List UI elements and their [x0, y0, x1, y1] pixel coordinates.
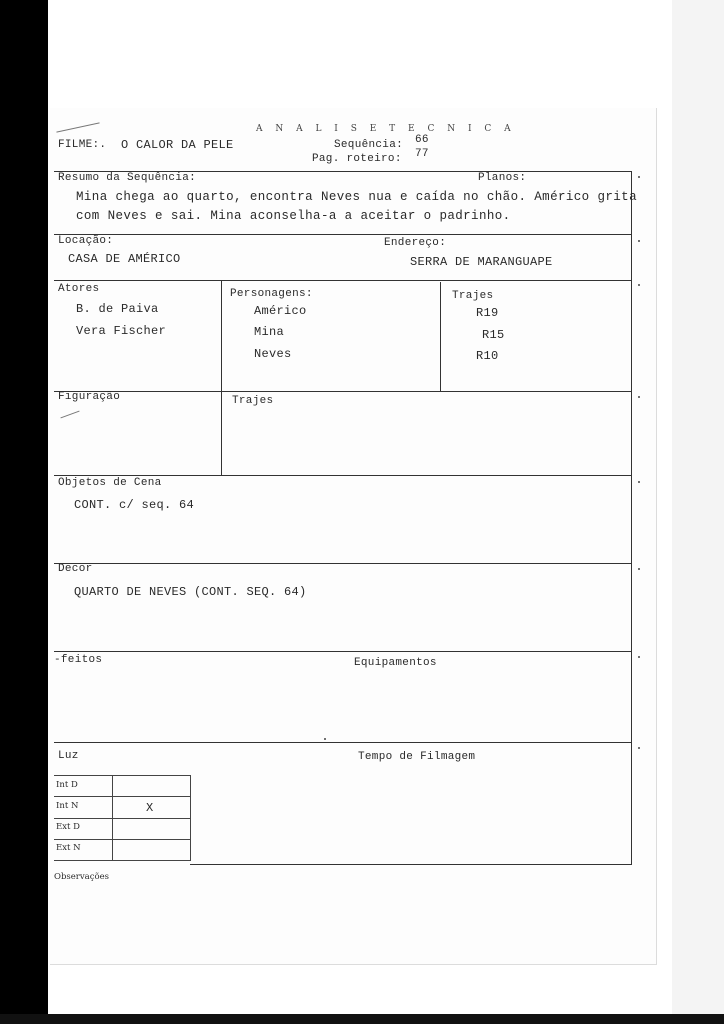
divider-personagens-trajes [440, 282, 441, 392]
form-sheet [50, 108, 657, 965]
figuracao-trajes-label: Trajes [232, 395, 274, 407]
divider-decor [54, 651, 632, 652]
scan-border-left [0, 0, 48, 1024]
trajes-label: Trajes [452, 290, 494, 302]
luz-label: Luz [58, 750, 79, 762]
luz-row-ext-d: Ext D [56, 822, 80, 832]
divider-efeitos [54, 742, 632, 743]
luz-table-right [190, 775, 191, 861]
document-title: A N A L I S E T E C N I C A [256, 124, 516, 134]
resumo-label: Resumo da Sequência: [58, 172, 197, 184]
scan-dot [638, 176, 640, 178]
luz-row-ext-n: Ext N [56, 843, 81, 853]
divider-objetos [54, 563, 632, 564]
luz-table-bottom [54, 860, 190, 861]
luz-table-row-line-2 [54, 818, 190, 819]
luz-row-int-n: Int N [56, 801, 79, 811]
luz-mark-int-n: X [146, 801, 154, 815]
personagem-1: Américo [254, 304, 307, 318]
traje-3: R10 [476, 349, 499, 363]
efeitos-label: -feitos [54, 654, 103, 666]
divider-resumo [54, 234, 632, 235]
personagem-3: Neves [254, 347, 292, 361]
scan-dot [638, 568, 640, 570]
scan-border-bottom [0, 1014, 724, 1024]
luz-table-col-divider [112, 775, 113, 861]
luz-table-row-line-1 [54, 796, 190, 797]
scan-dot [638, 747, 640, 749]
divider-figuracao [54, 475, 632, 476]
scan-dot [638, 396, 640, 398]
decor-label: Decor [58, 563, 93, 575]
filme-label: FILME:. [58, 139, 107, 151]
planos-label: Planos: [478, 172, 527, 184]
divider-locacao [54, 280, 632, 281]
resumo-line-1: Mina chega ao quarto, encontra Neves nua e caída no chão. Américo grita [76, 190, 637, 204]
traje-2: R15 [482, 328, 505, 342]
border-bottom [190, 864, 632, 865]
scan-dot [638, 481, 640, 483]
objetos-label: Objetos de Cena [58, 477, 162, 489]
luz-table-row-line-3 [54, 839, 190, 840]
locacao-label: Locação: [58, 235, 114, 247]
scan-dot [638, 284, 640, 286]
luz-table-top [54, 775, 190, 776]
pag-roteiro-label: Pag. roteiro: [312, 153, 402, 165]
decor-value: QUARTO DE NEVES (CONT. SEQ. 64) [74, 585, 307, 599]
tempo-filmagem-label: Tempo de Filmagem [358, 751, 476, 763]
endereco-value: SERRA DE MARANGUAPE [410, 255, 553, 269]
locacao-value: CASA DE AMÉRICO [68, 252, 181, 266]
scan-dot [324, 738, 326, 740]
traje-1: R19 [476, 306, 499, 320]
resumo-line-2: com Neves e sai. Mina aconselha-a a aceitar o padrinho. [76, 209, 511, 223]
scan-border-right [671, 0, 724, 1024]
personagens-label: Personagens: [230, 288, 313, 300]
divider-elenco [54, 391, 632, 392]
sequencia-value: 66 [415, 134, 429, 146]
scan-dot [638, 240, 640, 242]
ator-2: Vera Fischer [76, 324, 167, 338]
endereco-label: Endereço: [384, 237, 447, 249]
observacoes-label: Observações [54, 872, 110, 882]
objetos-value: CONT. c/ seq. 64 [74, 498, 195, 512]
scan-dot [638, 656, 640, 658]
figuracao-label: Figuração [58, 391, 121, 403]
ator-1: B. de Paiva [76, 302, 159, 316]
divider-atores-personagens [221, 280, 222, 475]
pag-roteiro-value: 77 [415, 148, 429, 160]
atores-label: Atores [58, 283, 100, 295]
filme-value: O CALOR DA PELE [121, 138, 234, 152]
sequencia-label: Sequência: [334, 139, 404, 151]
luz-row-int-d: Int D [56, 780, 78, 790]
personagem-2: Mina [254, 325, 285, 339]
equipamentos-label: Equipamentos [354, 657, 437, 669]
border-right [631, 171, 632, 865]
